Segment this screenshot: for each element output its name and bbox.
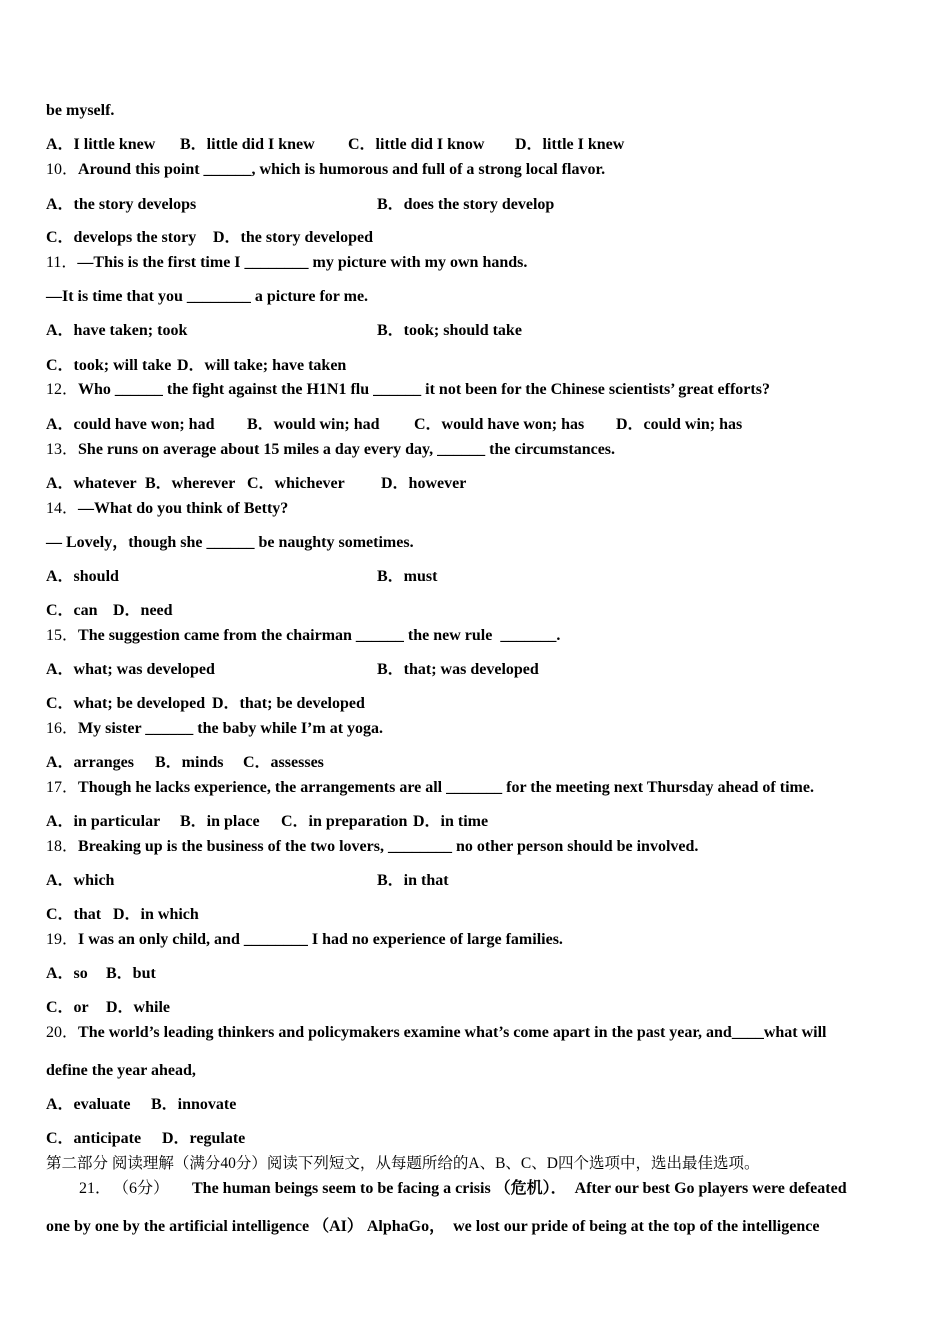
q11-stem xyxy=(0,253,950,273)
q12-option-d: D．could win; has xyxy=(616,416,743,433)
q18-stem xyxy=(0,837,950,857)
q20-option-d: D．regulate xyxy=(162,1130,246,1147)
q19-options-row1 xyxy=(0,964,950,984)
q13-options xyxy=(0,474,950,494)
q12-option-b: B．would win; had xyxy=(247,416,380,433)
q14-options-row2 xyxy=(0,601,950,621)
q19-option-b: B．but xyxy=(106,965,156,982)
q9-option-c: C．little did I know xyxy=(348,136,485,153)
q15-option-a: A．what; was developed xyxy=(46,661,215,678)
q10-options-row1 xyxy=(0,195,950,215)
q21-score: （6分） xyxy=(113,1180,170,1197)
q11-option-a: A．have taken; took xyxy=(46,322,188,339)
q19-option-d: D．while xyxy=(106,999,171,1016)
q10-option-c: C．develops the story xyxy=(46,229,197,246)
q13-option-d: D．however xyxy=(381,475,467,492)
q14-option-b: B．must xyxy=(377,568,438,585)
q20-option-a: A．evaluate xyxy=(46,1096,131,1113)
q21-number: 21． xyxy=(79,1180,112,1197)
q14-stem2-text: — Lovely，though she ______ be naughty sometimes. xyxy=(46,534,414,551)
q18-option-d: D．in which xyxy=(113,906,199,923)
q20-option-b: B．innovate xyxy=(151,1096,237,1113)
q16-stem-text: My sister ______ the baby while I’m at yoga. xyxy=(78,720,384,737)
q11-options-row1 xyxy=(0,321,950,341)
q10-option-b: B．does the story develop xyxy=(377,196,555,213)
q17-option-c: C．in preparation xyxy=(281,813,408,830)
q10-options-row2 xyxy=(0,228,950,248)
q12-stem xyxy=(0,380,950,400)
q18-option-a: A．which xyxy=(46,872,115,889)
q10-option-a: A．the story develops xyxy=(46,196,197,213)
q20-stem xyxy=(0,1023,950,1043)
q11-option-b: B．took; should take xyxy=(377,322,522,339)
q17-option-a: A．in particular xyxy=(46,813,161,830)
q14-number: 14． xyxy=(46,500,79,517)
q9-stem-tail xyxy=(0,101,950,121)
q11-stem2-text: —It is time that you ________ a picture for me. xyxy=(46,288,369,305)
q11-options-row2 xyxy=(0,356,950,376)
q12-options xyxy=(0,415,950,435)
q18-stem-text: Breaking up is the business of the two lovers, ________ no other person should be involved. xyxy=(78,838,699,855)
q14-option-d: D．need xyxy=(113,602,173,619)
q15-option-b: B．that; was developed xyxy=(377,661,539,678)
q16-option-a: A．arranges xyxy=(46,754,134,771)
q15-options-row1 xyxy=(0,660,950,680)
q19-options-row2 xyxy=(0,998,950,1018)
q17-option-b: B．in place xyxy=(180,813,260,830)
q9-option-d: D．little I knew xyxy=(515,136,625,153)
section2-heading-text: 第二部分 阅读理解（满分40分）阅读下列短文，从每题所给的A、B、C、D四个选项中，选出最佳选项。 xyxy=(46,1155,760,1172)
q21-line1 xyxy=(0,1179,950,1199)
q10-option-d: D．the story developed xyxy=(213,229,373,246)
q13-option-a: A．whatever xyxy=(46,475,137,492)
q16-number: 16． xyxy=(46,720,79,737)
q10-number: 10． xyxy=(46,161,79,178)
q11-option-d: D．will take; have taken xyxy=(177,357,347,374)
q18-option-c: C．that xyxy=(46,906,102,923)
q12-number: 12． xyxy=(46,381,79,398)
q21-line2 xyxy=(0,1217,950,1237)
q15-options-row2 xyxy=(0,694,950,714)
q13-stem xyxy=(0,440,950,460)
q20-options-row2 xyxy=(0,1129,950,1149)
q15-stem xyxy=(0,626,950,646)
q20-stem-text: The world’s leading thinkers and policymakers examine what’s come apart in the past year, and____what will xyxy=(78,1024,827,1041)
q15-option-d: D．that; be developed xyxy=(212,695,365,712)
q13-option-b: B．wherever xyxy=(145,475,236,492)
q17-stem xyxy=(0,778,950,798)
q9-options xyxy=(0,135,950,155)
q19-stem xyxy=(0,930,950,950)
q18-options-row2 xyxy=(0,905,950,925)
q16-option-c: C．assesses xyxy=(243,754,324,771)
q14-stem xyxy=(0,499,950,519)
q18-number: 18． xyxy=(46,838,79,855)
q20-number: 20． xyxy=(46,1024,79,1041)
q14-options-row1 xyxy=(0,567,950,587)
q13-option-c: C．whichever xyxy=(247,475,345,492)
q16-options xyxy=(0,753,950,773)
q21-line1-text: The human beings seem to be facing a crisis （危机）． After our best Go players were defeated xyxy=(192,1180,847,1197)
q20-option-c: C．anticipate xyxy=(46,1130,142,1147)
q10-stem xyxy=(0,160,950,180)
q20-stem2-text: define the year ahead, xyxy=(46,1062,196,1079)
q17-options xyxy=(0,812,950,832)
q20-stem-line2 xyxy=(0,1061,950,1081)
q17-number: 17． xyxy=(46,779,79,796)
q14-option-a: A．should xyxy=(46,568,119,585)
q18-options-row1 xyxy=(0,871,950,891)
q14-stem-line2 xyxy=(0,533,950,553)
q10-stem-text: Around this point ______, which is humorous and full of a strong local flavor. xyxy=(78,161,606,178)
q12-option-c: C．would have won; has xyxy=(414,416,585,433)
q16-stem xyxy=(0,719,950,739)
q19-stem-text: I was an only child, and ________ I had no experience of large families. xyxy=(78,931,563,948)
q16-option-b: B．minds xyxy=(155,754,224,771)
q9-stem-tail-text: be myself. xyxy=(46,102,115,119)
q14-option-c: C．can xyxy=(46,602,98,619)
q11-stem-line2 xyxy=(0,287,950,307)
q11-stem-text: —This is the first time I ________ my picture with my own hands. xyxy=(77,254,528,271)
q11-number: 11． xyxy=(46,254,78,271)
q15-option-c: C．what; be developed xyxy=(46,695,206,712)
q13-number: 13． xyxy=(46,441,79,458)
q17-option-d: D．in time xyxy=(413,813,489,830)
q9-option-a: A．I little knew xyxy=(46,136,156,153)
q12-stem-text: Who ______ the fight against the H1N1 flu ______ it not been for the Chinese scientists’ great efforts? xyxy=(78,381,770,398)
q15-number: 15． xyxy=(46,627,79,644)
q21-line2-text: one by one by the artificial intelligence （AI） AlphaGo， we lost our pride of being at the top of the intelligence xyxy=(46,1218,820,1235)
q20-options-row1 xyxy=(0,1095,950,1115)
q12-option-a: A．could have won; had xyxy=(46,416,215,433)
q18-option-b: B．in that xyxy=(377,872,449,889)
q13-stem-text: She runs on average about 15 miles a day every day, ______ the circumstances. xyxy=(78,441,616,458)
q14-stem-text: —What do you think of Betty? xyxy=(78,500,289,517)
q19-option-a: A．so xyxy=(46,965,88,982)
q11-option-c: C．took; will take xyxy=(46,357,172,374)
q17-stem-text: Though he lacks experience, the arrangements are all _______ for the meeting next Thursday ahead of time. xyxy=(78,779,814,796)
q19-number: 19． xyxy=(46,931,79,948)
q9-option-b: B．little did I knew xyxy=(180,136,315,153)
q19-option-c: C．or xyxy=(46,999,89,1016)
section2-heading xyxy=(0,1154,950,1174)
q15-stem-text: The suggestion came from the chairman ______ the new rule _______. xyxy=(78,627,561,644)
